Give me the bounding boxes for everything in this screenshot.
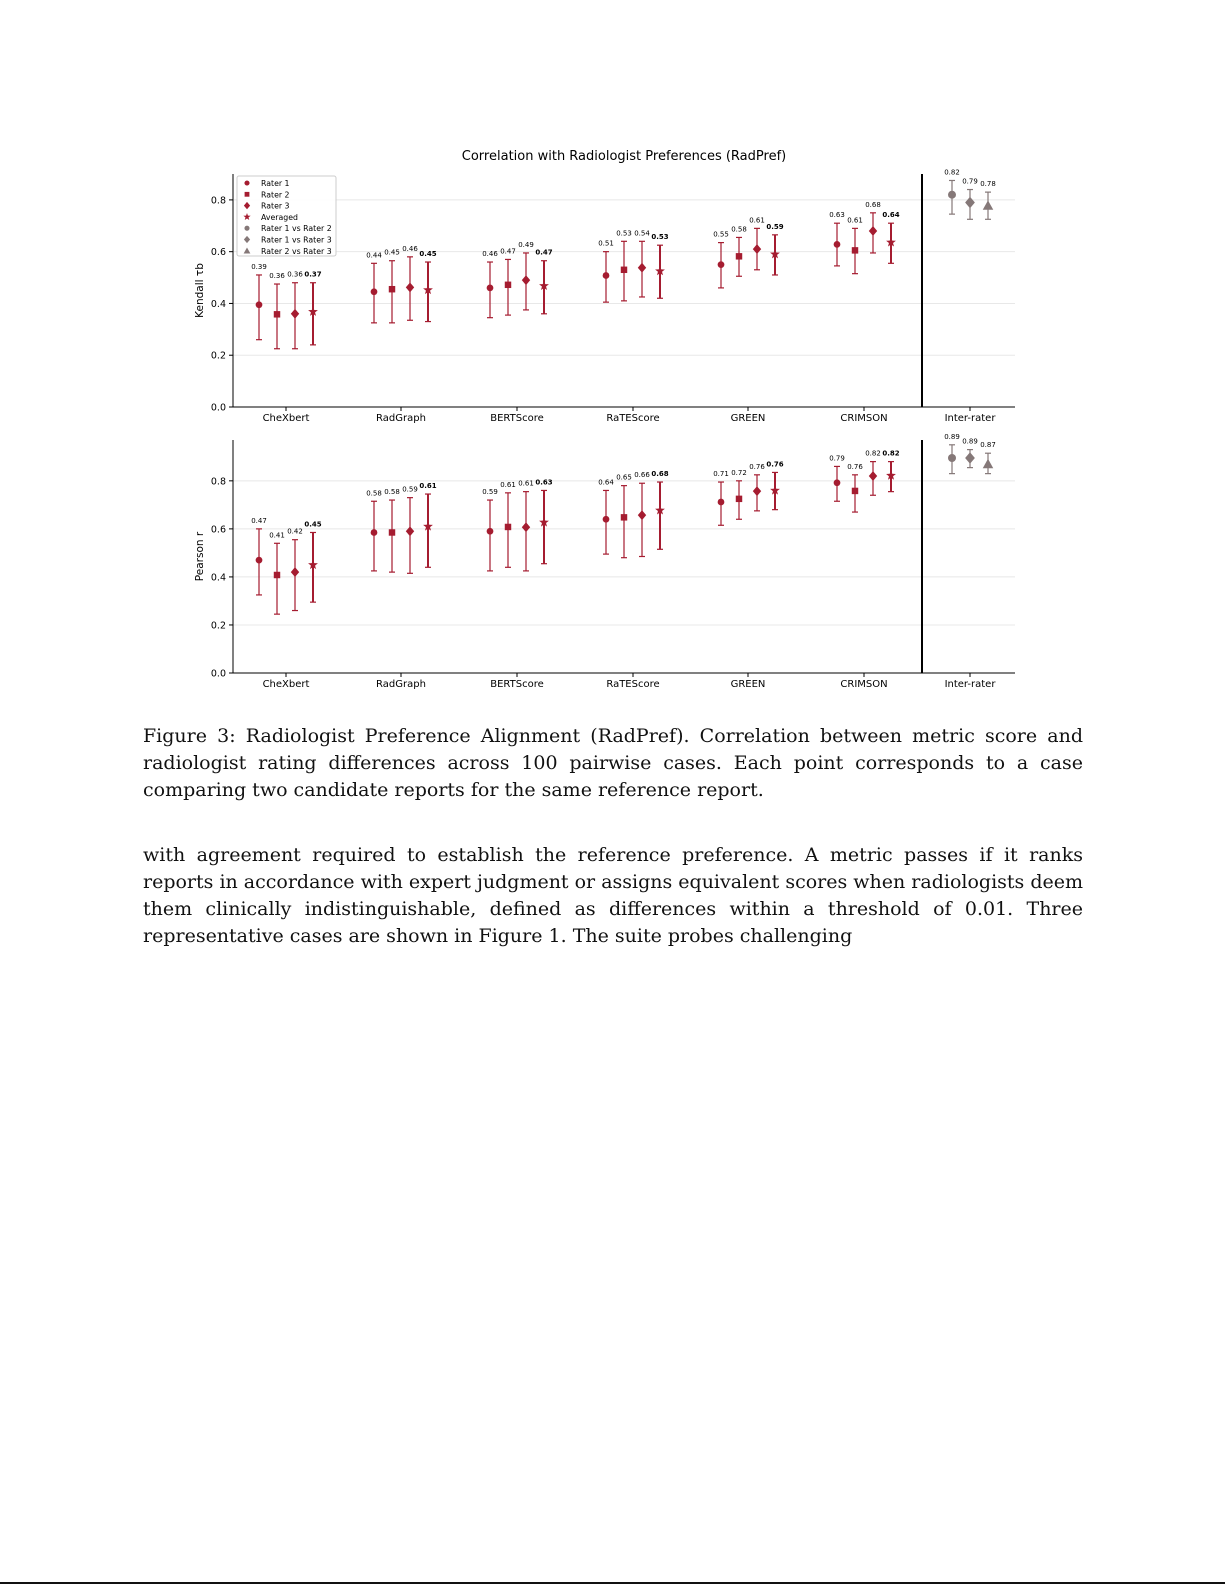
value-label: 0.47 bbox=[251, 516, 267, 525]
point-rater-2 bbox=[505, 524, 511, 530]
x-tick-label-green: GREEN bbox=[730, 413, 766, 424]
value-label: 0.79 bbox=[962, 177, 978, 186]
point-rater-1 bbox=[718, 499, 725, 506]
value-label: 0.45 bbox=[304, 520, 322, 529]
y-tick-label: 0.6 bbox=[210, 524, 226, 536]
point-rater-3 bbox=[406, 526, 414, 536]
value-label: 0.89 bbox=[944, 432, 960, 441]
legend bbox=[237, 176, 336, 256]
value-label: 0.46 bbox=[482, 250, 498, 259]
point-rater-1-vs-rater-2 bbox=[948, 191, 956, 199]
value-label: 0.36 bbox=[269, 272, 285, 281]
point-rater-3 bbox=[406, 282, 414, 292]
value-label: 0.78 bbox=[980, 180, 996, 189]
value-label: 0.68 bbox=[865, 200, 881, 209]
point-rater-3 bbox=[869, 226, 877, 236]
value-label: 0.61 bbox=[518, 479, 534, 488]
value-label: 0.87 bbox=[980, 441, 996, 450]
legend-marker-rater-2 bbox=[245, 192, 250, 197]
point-rater-3 bbox=[522, 522, 530, 532]
value-label: 0.79 bbox=[829, 454, 845, 463]
point-rater-2 bbox=[621, 267, 627, 273]
y-tick-label: 0.8 bbox=[210, 195, 226, 207]
y-tick-label: 0.8 bbox=[210, 476, 226, 488]
point-rater-2-vs-rater-3 bbox=[983, 200, 994, 209]
value-label: 0.65 bbox=[616, 473, 632, 482]
value-label: 0.54 bbox=[634, 229, 650, 238]
value-label: 0.64 bbox=[598, 478, 614, 487]
point-rater-3 bbox=[638, 510, 646, 520]
y-tick-label: 0.6 bbox=[210, 247, 226, 259]
legend-label-rater-1-vs-rater-3: Rater 1 vs Rater 3 bbox=[261, 235, 332, 245]
value-label: 0.45 bbox=[384, 248, 400, 257]
y-axis-label: Pearson r bbox=[194, 531, 206, 582]
y-tick-label: 0.0 bbox=[210, 402, 226, 414]
point-rater-2 bbox=[621, 514, 627, 520]
point-rater-1 bbox=[371, 529, 378, 536]
value-label: 0.61 bbox=[749, 216, 765, 225]
point-rater-1 bbox=[487, 285, 494, 292]
point-rater-2-vs-rater-3 bbox=[983, 459, 994, 468]
value-label: 0.42 bbox=[287, 527, 303, 536]
value-label: 0.82 bbox=[865, 449, 881, 458]
body-paragraph: with agreement required to establish the reference preference. A metric passes if it ranks reports in accordance with expert judgment or assigns equivalent scores when radiologists deem them clinically indistinguishable, defined as differences within a threshold of 0.01. Three representative cases are shown in Figure 1. The suite probes challenging bbox=[143, 844, 1083, 947]
value-label: 0.66 bbox=[634, 471, 650, 480]
point-rater-2 bbox=[505, 282, 511, 288]
point-rater-1 bbox=[834, 479, 841, 486]
value-label: 0.61 bbox=[419, 482, 437, 491]
value-label: 0.37 bbox=[304, 270, 322, 279]
y-tick-label: 0.0 bbox=[210, 668, 226, 680]
value-label: 0.61 bbox=[500, 480, 516, 489]
legend-label-rater-2: Rater 2 bbox=[261, 190, 290, 200]
x-tick-label-chexbert: CheXbert bbox=[262, 679, 310, 690]
legend-label-rater-1-vs-rater-2: Rater 1 vs Rater 2 bbox=[261, 224, 332, 234]
value-label: 0.76 bbox=[847, 462, 863, 471]
y-axis-label: Kendall τb bbox=[194, 263, 206, 318]
value-label: 0.82 bbox=[944, 168, 960, 177]
x-tick-label-inter-rater: Inter-rater bbox=[944, 413, 996, 424]
point-rater-1 bbox=[718, 261, 725, 268]
value-label: 0.39 bbox=[251, 262, 267, 271]
point-rater-1-vs-rater-2 bbox=[948, 454, 956, 462]
point-rater-1 bbox=[603, 516, 610, 523]
point-rater-1 bbox=[487, 528, 494, 535]
x-tick-label-bertscore: BERTScore bbox=[490, 679, 544, 690]
point-rater-3 bbox=[291, 309, 299, 319]
point-rater-3 bbox=[638, 263, 646, 273]
point-rater-2 bbox=[389, 286, 395, 292]
value-label: 0.61 bbox=[847, 216, 863, 225]
y-tick-label: 0.4 bbox=[210, 298, 226, 310]
legend-label-rater-1: Rater 1 bbox=[261, 179, 290, 188]
value-label: 0.76 bbox=[749, 462, 765, 471]
x-tick-label-green: GREEN bbox=[730, 679, 766, 690]
point-rater-2 bbox=[389, 529, 395, 535]
value-label: 0.45 bbox=[419, 250, 437, 259]
value-label: 0.59 bbox=[482, 488, 498, 497]
value-label: 0.53 bbox=[651, 233, 669, 242]
y-tick-label: 0.2 bbox=[210, 620, 226, 632]
x-tick-label-crimson: CRIMSON bbox=[840, 679, 888, 690]
point-rater-1 bbox=[256, 557, 263, 564]
point-rater-1 bbox=[834, 241, 841, 248]
value-label: 0.58 bbox=[731, 225, 747, 234]
x-tick-label-crimson: CRIMSON bbox=[840, 413, 888, 424]
point-rater-2 bbox=[274, 311, 280, 317]
legend-marker-rater-1 bbox=[244, 180, 249, 185]
value-label: 0.47 bbox=[500, 247, 516, 256]
y-tick-label: 0.2 bbox=[210, 350, 226, 362]
pearson-panel bbox=[194, 433, 1015, 690]
value-label: 0.68 bbox=[651, 470, 669, 479]
x-tick-label-inter-rater: Inter-rater bbox=[944, 679, 996, 690]
legend-label-averaged: Averaged bbox=[261, 212, 298, 222]
x-tick-label-ratescore: RaTEScore bbox=[606, 413, 660, 424]
point-rater-2 bbox=[852, 488, 858, 494]
value-label: 0.51 bbox=[598, 239, 614, 248]
value-label: 0.64 bbox=[882, 211, 900, 220]
point-rater-3 bbox=[753, 244, 761, 254]
value-label: 0.46 bbox=[402, 244, 418, 253]
point-rater-2 bbox=[852, 247, 858, 253]
x-tick-label-radgraph: RadGraph bbox=[376, 413, 426, 424]
point-rater-1 bbox=[603, 272, 610, 279]
value-label: 0.58 bbox=[384, 488, 400, 497]
legend-marker-rater-1-vs-rater-2 bbox=[244, 226, 249, 231]
legend-label-rater-3: Rater 3 bbox=[261, 201, 290, 211]
value-label: 0.47 bbox=[535, 248, 553, 257]
value-label: 0.55 bbox=[713, 230, 729, 239]
point-rater-3 bbox=[291, 567, 299, 577]
point-rater-1-vs-rater-3 bbox=[965, 197, 975, 209]
point-rater-2 bbox=[736, 253, 742, 259]
y-tick-label: 0.4 bbox=[210, 572, 226, 584]
page-bottom-rule bbox=[0, 1582, 1225, 1584]
value-label: 0.53 bbox=[616, 229, 632, 238]
value-label: 0.71 bbox=[713, 470, 729, 479]
point-rater-2 bbox=[736, 496, 742, 502]
value-label: 0.44 bbox=[366, 251, 382, 260]
point-rater-1 bbox=[371, 288, 378, 295]
value-label: 0.41 bbox=[269, 531, 285, 540]
value-label: 0.36 bbox=[287, 270, 303, 279]
x-tick-label-chexbert: CheXbert bbox=[262, 413, 310, 424]
x-tick-label-radgraph: RadGraph bbox=[376, 679, 426, 690]
figure-caption: Figure 3: Radiologist Preference Alignment (RadPref). Correlation between metric score and radiologist rating differences across 100 pairwise cases. Each point corresponds to a case comparing two candidate reports for the same reference report. bbox=[143, 725, 1083, 801]
figure-title: Correlation with Radiologist Preferences (RadPref) bbox=[461, 149, 787, 164]
value-label: 0.59 bbox=[402, 485, 418, 494]
value-label: 0.59 bbox=[766, 222, 784, 231]
point-rater-1-vs-rater-3 bbox=[965, 452, 975, 464]
point-rater-2 bbox=[274, 572, 280, 578]
point-rater-3 bbox=[522, 275, 530, 285]
point-rater-3 bbox=[753, 486, 761, 496]
point-rater-1 bbox=[256, 301, 263, 308]
value-label: 0.76 bbox=[766, 460, 784, 469]
value-label: 0.58 bbox=[366, 489, 382, 498]
value-label: 0.49 bbox=[518, 240, 534, 249]
point-rater-3 bbox=[869, 471, 877, 481]
legend-label-rater-2-vs-rater-3: Rater 2 vs Rater 3 bbox=[261, 246, 332, 256]
value-label: 0.63 bbox=[829, 211, 845, 220]
value-label: 0.72 bbox=[731, 468, 747, 477]
value-label: 0.63 bbox=[535, 478, 553, 487]
radpref-figure bbox=[0, 0, 1225, 710]
x-tick-label-ratescore: RaTEScore bbox=[606, 679, 660, 690]
x-tick-label-bertscore: BERTScore bbox=[490, 413, 544, 424]
value-label: 0.82 bbox=[882, 449, 900, 458]
value-label: 0.89 bbox=[962, 437, 978, 446]
